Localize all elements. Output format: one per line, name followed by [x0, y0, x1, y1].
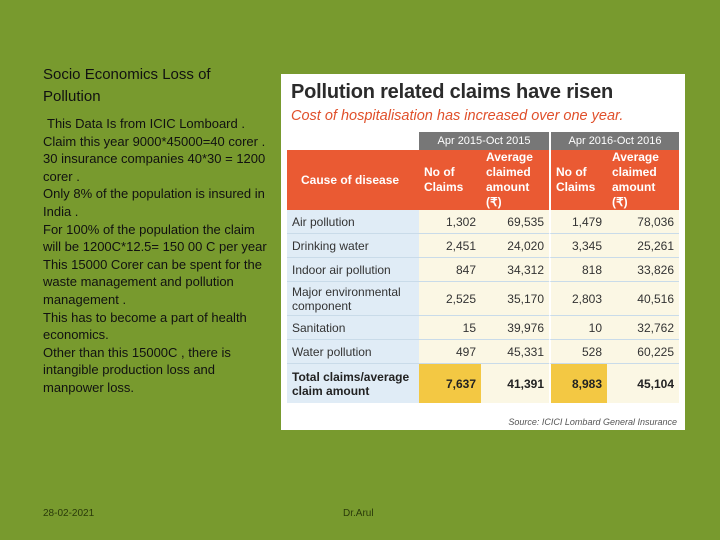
claims-cell: 2,803 — [549, 282, 607, 316]
amount-cell: 60,225 — [607, 340, 679, 364]
table-row — [287, 258, 679, 282]
total-label-cell: Total claims/average claim amount — [287, 364, 419, 403]
claims-cell: 497 — [419, 340, 481, 364]
cause-cell: Indoor air pollution — [287, 258, 419, 282]
cause-cell: Drinking water — [287, 234, 419, 258]
period-2016-header: Apr 2016-Oct 2016 — [549, 132, 679, 150]
claims-cell: 1,479 — [549, 210, 607, 234]
amount-cell: 25,261 — [607, 234, 679, 258]
body-line: 30 insurance companies 40*30 = 1200 corer . — [43, 151, 266, 184]
period-header-row — [287, 132, 679, 150]
amount-cell: 33,826 — [607, 258, 679, 282]
cause-cell: Major environmental component — [287, 282, 419, 316]
source-note: Source: ICICI Lombard General Insurance — [508, 417, 677, 427]
amount-cell: 78,036 — [607, 210, 679, 234]
pollution-claims-infographic — [281, 74, 685, 430]
claims-table — [287, 132, 679, 403]
amount-cell: 24,020 — [481, 234, 549, 258]
amount-cell: 39,976 — [481, 316, 549, 340]
amount-cell: 34,312 — [481, 258, 549, 282]
cause-cell: Air pollution — [287, 210, 419, 234]
claims-cell: 15 — [419, 316, 481, 340]
claims-cell: 1,302 — [419, 210, 481, 234]
body-line: Claim this year 9000*45000=40 corer . — [43, 133, 266, 149]
total-row — [287, 364, 679, 403]
claims-cell: 528 — [549, 340, 607, 364]
amount-cell: 69,535 — [481, 210, 549, 234]
table-row — [287, 316, 679, 340]
amount-cell: 45,331 — [481, 340, 549, 364]
body-line: This Data Is from ICIC Lomboard . — [47, 116, 245, 131]
amount-cell: 40,516 — [607, 282, 679, 316]
footer-date: 28-02-2021 — [43, 508, 95, 519]
table-row — [287, 210, 679, 234]
claims-cell: 2,525 — [419, 282, 481, 316]
claims-cell: 847 — [419, 258, 481, 282]
claims-cell: 818 — [549, 258, 607, 282]
claims-cell: 2,451 — [419, 234, 481, 258]
claims-header-2016: No of Claims — [549, 150, 607, 210]
claims-header-2015: No of Claims — [419, 150, 481, 210]
cause-cell: Water pollution — [287, 340, 419, 364]
body-line: Only 8% of the population is insured in India . — [43, 186, 265, 219]
claims-cell: 3,345 — [549, 234, 607, 258]
avg-header-2015: Average claimed amount (₹) — [481, 150, 549, 210]
slide-title: Socio Economics Loss of Pollution — [43, 66, 211, 105]
column-header-row — [287, 150, 679, 210]
table-row — [287, 234, 679, 258]
body-line: This has to become a part of health economics. — [43, 309, 247, 343]
slide-body — [43, 115, 273, 397]
table-row — [287, 340, 679, 364]
cause-header: Cause of disease — [287, 150, 419, 210]
total-amount-2016: 45,104 — [607, 364, 679, 403]
amount-cell: 35,170 — [481, 282, 549, 316]
total-amount-2015: 41,391 — [481, 364, 549, 403]
total-claims-2015: 7,637 — [419, 364, 481, 403]
body-line: This 15000 Corer can be spent for the waste management and pollution management . — [43, 256, 262, 307]
claims-cell: 10 — [549, 316, 607, 340]
footer-author: Dr.Arul — [343, 508, 374, 519]
infographic-subtitle: Cost of hospitalisation has increased over one year. — [291, 108, 624, 124]
cause-cell: Sanitation — [287, 316, 419, 340]
amount-cell: 32,762 — [607, 316, 679, 340]
body-line: For 100% of the population the claim will be 1200C*12.5= 150 00 C per year — [43, 221, 267, 255]
total-claims-2016: 8,983 — [549, 364, 607, 403]
avg-header-2016: Average claimed amount (₹) — [607, 150, 679, 210]
infographic-title: Pollution related claims have risen — [291, 81, 614, 103]
body-line: Other than this 15000C , there is intangible production loss and manpower loss. — [43, 344, 231, 395]
period-blank-cell — [287, 132, 419, 150]
table-row — [287, 282, 679, 316]
period-2015-header: Apr 2015-Oct 2015 — [419, 132, 549, 150]
